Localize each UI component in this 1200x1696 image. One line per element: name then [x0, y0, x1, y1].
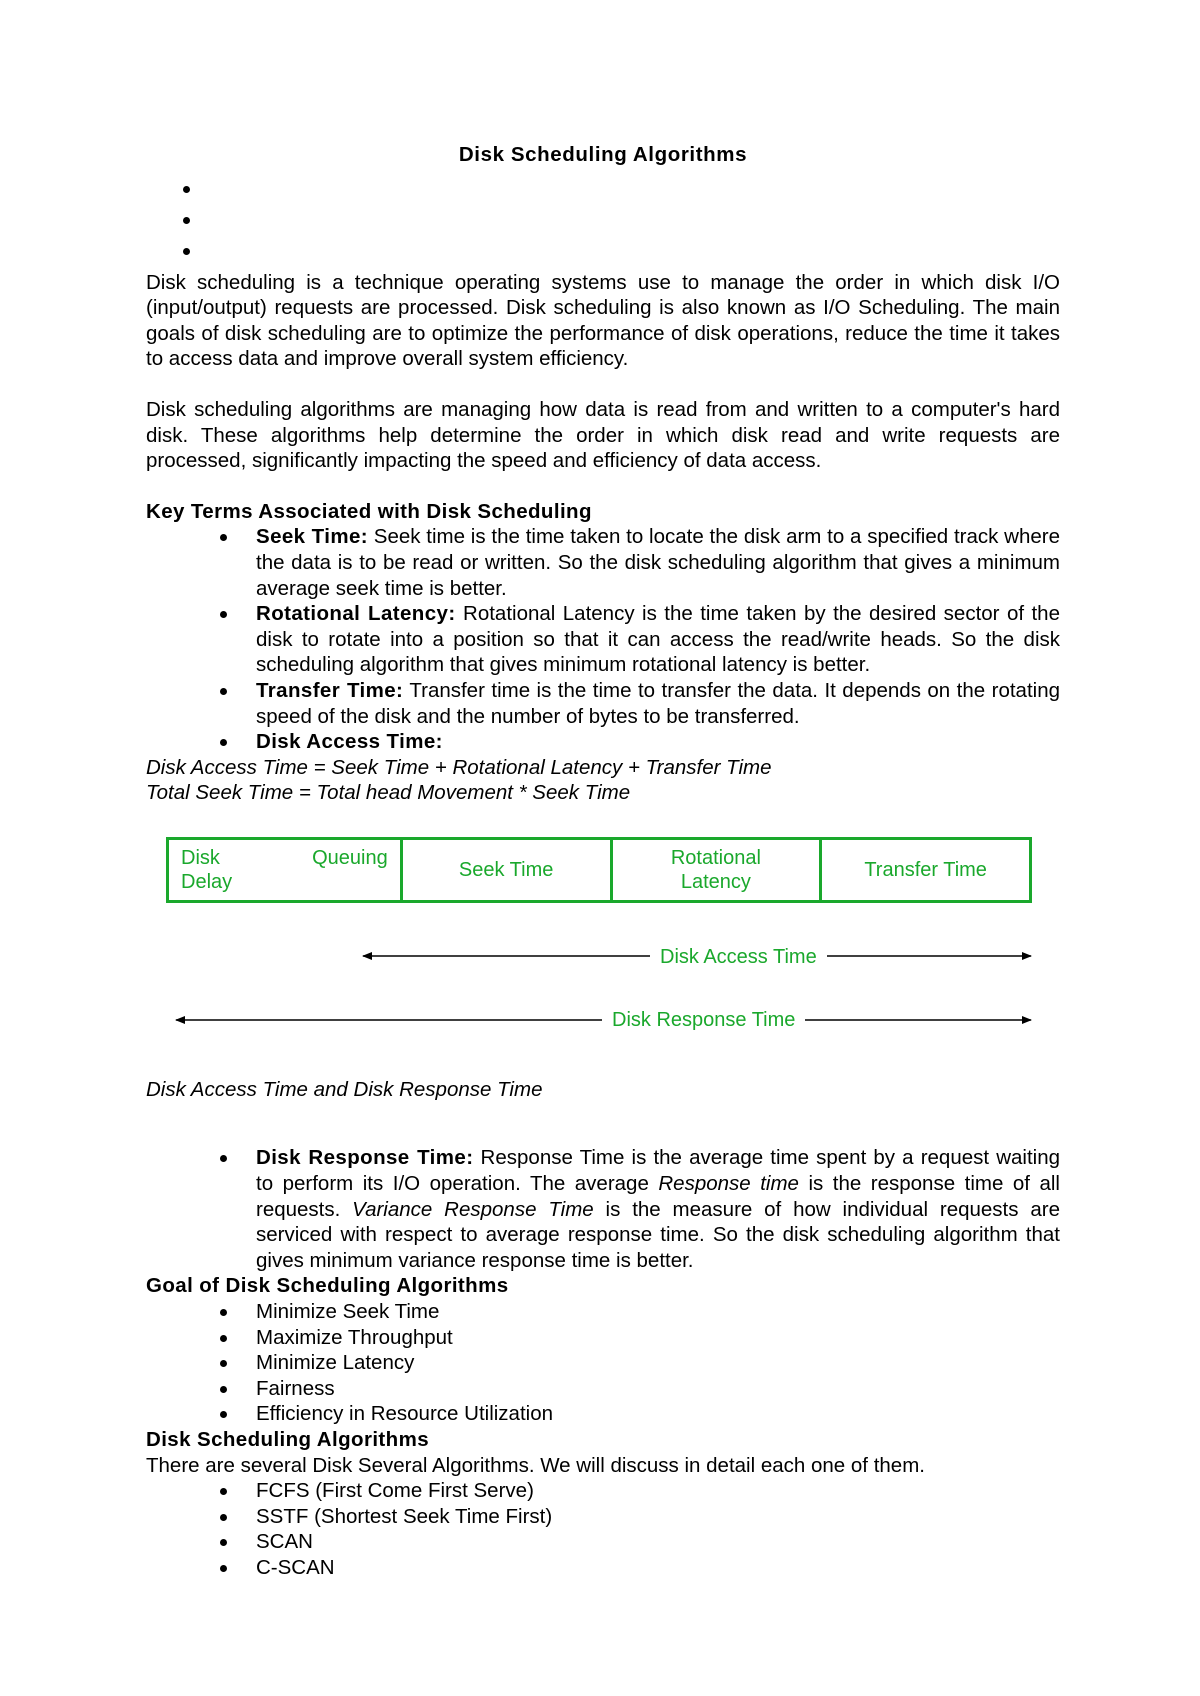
key-term-item	[256, 729, 1060, 755]
response-time-list	[146, 1145, 1060, 1273]
queuing-word-disk: Disk	[181, 846, 220, 869]
algorithm-item: SSTF (Shortest Seek Time First)	[256, 1504, 1060, 1530]
goal-item: Minimize Latency	[256, 1350, 1060, 1376]
goal-item: Efficiency in Resource Utilization	[256, 1401, 1060, 1427]
disk-access-time-label: Disk Access Time	[650, 945, 827, 969]
key-term-item	[256, 601, 1060, 678]
disk-response-time-label: Disk Response Time	[602, 1008, 805, 1032]
formula-total-seek-time: Total Seek Time = Total head Movement * Seek Time	[146, 781, 631, 805]
response-text: is the measure of how individual requests are serviced with respect to average response time. So the disk scheduling algorithm that gives minimum variance response time is better.	[256, 1197, 1060, 1272]
response-time-item	[256, 1145, 1060, 1273]
empty-bullet	[146, 174, 1060, 205]
key-term-label: Disk Access Time:	[256, 730, 443, 754]
empty-bullet	[146, 205, 1060, 236]
time-components-box	[166, 837, 1032, 903]
algorithm-item: SCAN	[256, 1529, 1060, 1555]
cell-rotational-latency	[610, 840, 820, 900]
response-italic: Variance Response Time	[352, 1197, 594, 1221]
queuing-word-delay: Delay	[181, 870, 233, 893]
queuing-word-queuing: Queuing	[312, 846, 388, 869]
response-term-label: Disk Response Time:	[256, 1146, 474, 1170]
intro-paragraph-1: Disk scheduling is a technique operating systems use to manage the order in which disk I/O (input/output) requests are processed. Disk scheduling is also known as I/O Scheduling. The main goals of disk scheduling are to optimize the performance of disk operations, reduce the time it takes to access data and improve overall system efficiency.	[146, 270, 1060, 371]
algorithms-intro: There are several Disk Several Algorithms. We will discuss in detail each one of them.	[146, 1453, 925, 1477]
goal-item: Fairness	[256, 1376, 1060, 1402]
algorithm-item: FCFS (First Come First Serve)	[256, 1478, 1060, 1504]
intro-paragraph-2: Disk scheduling algorithms are managing how data is read from and written to a computer's hard disk. These algorithms help determine the order in which disk read and write requests are processed, significantly impacting the speed and efficiency of data access.	[146, 397, 1060, 473]
key-term-text: Seek time is the time taken to locate the disk arm to a specified track where the data is to be read or written. So the disk scheduling algorithm that gives a minimum average seek time is better.	[256, 525, 1060, 600]
response-text: is the response time of all requests.	[256, 1172, 1060, 1221]
key-term-item	[256, 524, 1060, 601]
diagram-caption: Disk Access Time and Disk Response Time	[146, 1077, 543, 1101]
empty-bullet-list	[146, 174, 1060, 267]
response-italic: Response time	[658, 1172, 799, 1196]
page-title: Disk Scheduling Algorithms	[458, 143, 748, 166]
rotational-line-2: Latency	[680, 870, 751, 893]
key-term-label: Rotational Latency:	[256, 602, 456, 626]
disk-time-diagram	[146, 837, 1060, 1075]
response-text: Response Time is the average time spent by a request waiting to perform its I/O operation. The average	[256, 1146, 1061, 1196]
cell-seek-time: Seek Time	[400, 840, 610, 900]
algorithms-heading: Disk Scheduling Algorithms	[146, 1428, 430, 1451]
rotational-line-1: Rotational	[670, 846, 761, 869]
goal-item: Minimize Seek Time	[256, 1299, 1060, 1325]
key-term-text: Rotational Latency is the time taken by the desired sector of the disk to rotate into a position so that it can access the read/write heads. So the disk scheduling algorithm that gives minimum rotational latency is better.	[256, 602, 1060, 677]
formula-disk-access-time: Disk Access Time = Seek Time + Rotational Latency + Transfer Time	[146, 755, 772, 779]
empty-bullet	[146, 236, 1060, 267]
goal-item: Maximize Throughput	[256, 1325, 1060, 1351]
key-term-label: Transfer Time:	[256, 678, 404, 702]
cell-disk-queuing-delay	[169, 840, 400, 900]
key-terms-list	[146, 524, 1060, 754]
goals-heading: Goal of Disk Scheduling Algorithms	[146, 1274, 509, 1298]
algorithm-item: C-SCAN	[256, 1555, 1060, 1581]
algorithms-list	[146, 1478, 1060, 1580]
document-page	[146, 142, 1060, 1581]
cell-transfer-time: Transfer Time	[819, 840, 1029, 900]
key-terms-heading: Key Terms Associated with Disk Scheduling	[146, 499, 592, 523]
goals-list	[146, 1299, 1060, 1427]
key-term-label: Seek Time:	[256, 525, 368, 549]
key-term-item	[256, 678, 1060, 729]
key-term-text: Transfer time is the time to transfer the data. It depends on the rotating speed of the disk and the number of bytes to be transferred.	[256, 678, 1060, 728]
